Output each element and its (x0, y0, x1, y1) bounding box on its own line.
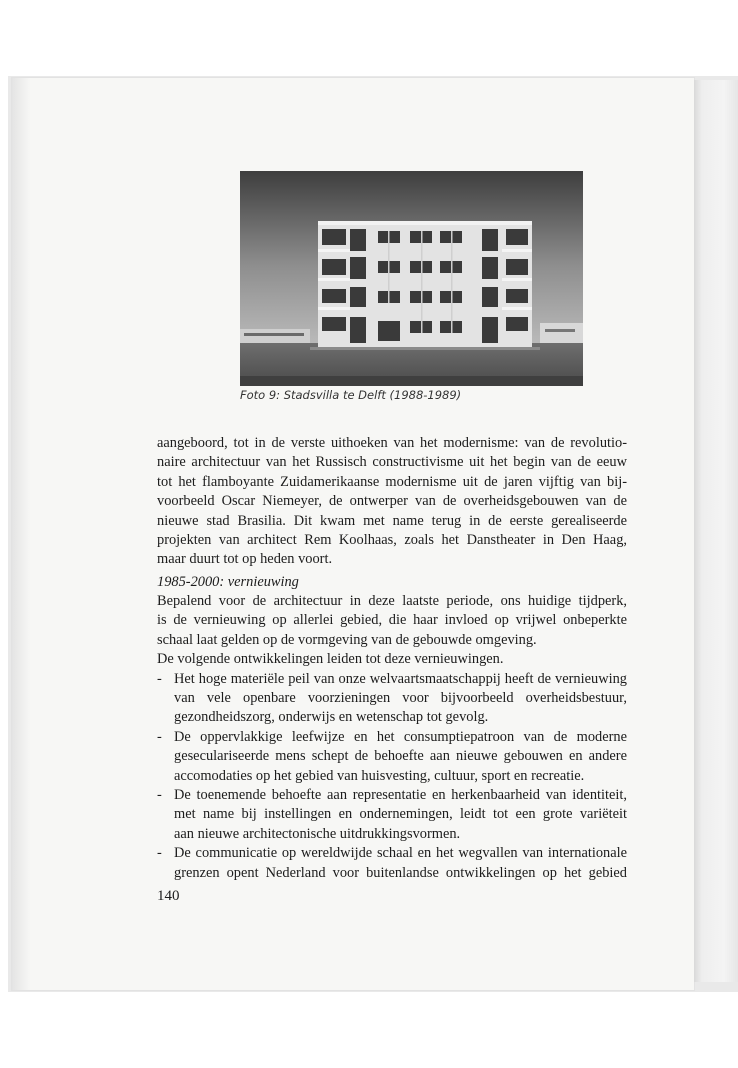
section-heading: 1985-2000: vernieuwing (157, 574, 299, 590)
text-line: tot het flamboyante Zuidamerikaanse modernisme uit de jaren vijftig van bij- (157, 473, 627, 490)
text-line: projekten van architect Rem Koolhaas, zoals het Danstheater in Den Haag, (157, 532, 627, 549)
text-line: maar duurt tot op heden voort. (157, 551, 333, 568)
text-line: accomodaties op het gebied van huisvesting, cultuur, sport en recreatie. (174, 767, 585, 784)
list-item (157, 786, 627, 844)
list-item (157, 728, 627, 786)
list-dash: - (157, 670, 162, 687)
section-body (157, 592, 627, 883)
text-line: nieuwe stad Brasilia. Dit kwam met name terug in de eerste gerealiseerde (157, 512, 627, 529)
text-line: schaal laat gelden op de vormgeving van de gebouwde omgeving. (157, 631, 537, 648)
list-item (157, 670, 627, 728)
text-line: gezondheidszorg, onderwijs en wetenschap tot gevolg. (174, 709, 489, 726)
next-page-edge (694, 80, 738, 982)
list-dash: - (157, 787, 162, 804)
text-line: De communicatie op wereldwijde schaal en het wegvallen van internationale (174, 845, 627, 862)
text-line: naire architectuur van het Russisch constructivisme uit het begin van de eeuw (157, 454, 627, 471)
text-line: geseculariseerde mens schept de behoefte aan nieuwe gebouwen en andere (174, 748, 627, 765)
text-line: voorbeeld Oscar Niemeyer, de ontwerper van de overheidsgebouwen van de (157, 493, 627, 510)
photo-caption: Foto 9: Stadsvilla te Delft (1988-1989) (240, 388, 462, 402)
text-line: De toenemende behoefte aan representatie en herkenbaarheid van identiteit, (174, 787, 627, 804)
list-item (157, 844, 627, 883)
text-line: met name bij instellingen en ondernemingen, leidt tot een grote variëteit (174, 806, 627, 823)
page-number: 140 (157, 888, 180, 904)
text-line: De oppervlakkige leefwijze en het consumptiepatroon van de moderne (174, 728, 627, 745)
list-dash: - (157, 728, 162, 745)
building-photo (240, 171, 583, 386)
text-line: is de vernieuwing op allerlei gebied, die haar invloed op vrijwel onbeperkte (157, 612, 627, 629)
text-line: van vele openbare voorzieningen voor bijvoorbeeld overheidsbestuur, (174, 690, 627, 707)
list-dash: - (157, 845, 162, 862)
paragraph-1 (157, 434, 627, 570)
text-line: Het hoge materiële peil van onze welvaartsmaatschappij heeft de vernieuwing (174, 670, 627, 687)
text-line: aangeboord, tot in de verste uithoeken van het modernisme: van de revolutio- (157, 435, 627, 451)
text-line: grenzen opent Nederland voor buitenlandse ontwikkelingen op het gebied (174, 864, 627, 881)
page-gutter-shadow (12, 78, 30, 990)
text-line: De volgende ontwikkelingen leiden tot deze vernieuwingen. (157, 651, 504, 668)
stadsvilla-illustration (240, 171, 583, 386)
text-line: Bepalend voor de architectuur in deze laatste periode, ons huidige tijdperk, (157, 593, 627, 609)
text-line: aan nieuwe architectonische uitdrukkingsvormen. (174, 825, 461, 842)
